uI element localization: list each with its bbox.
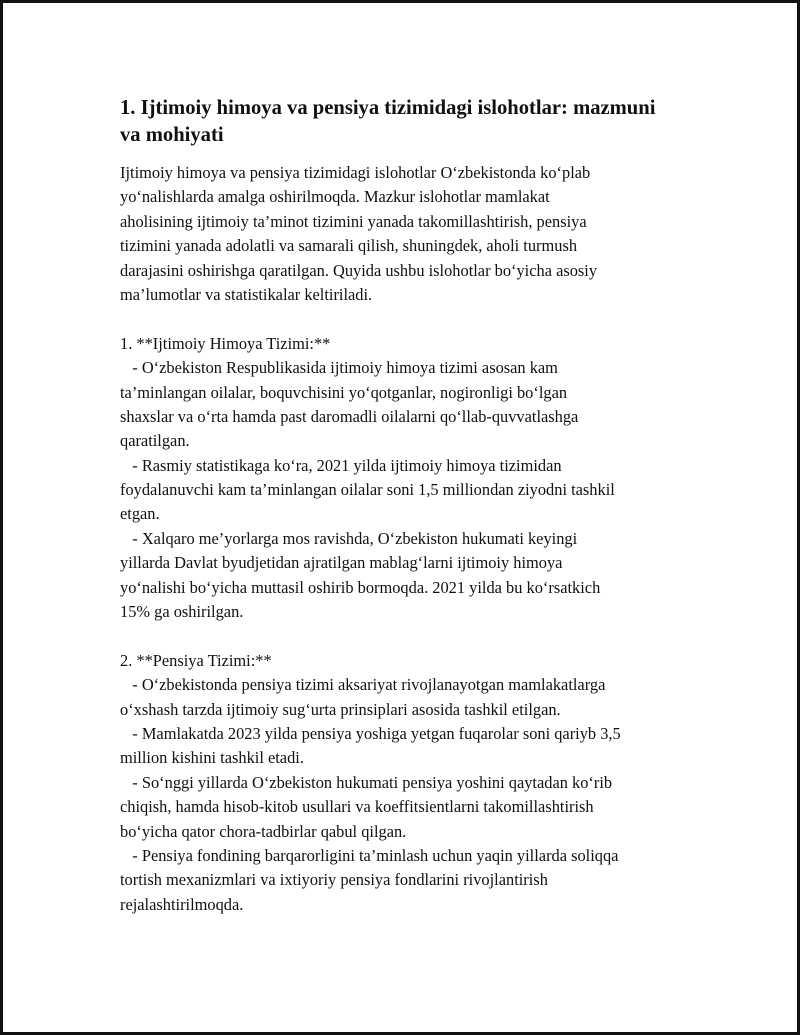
section-line: foydalanuvchi kam ta’minlangan oilalar soni 1,5 milliondan ziyodni tashkil (120, 480, 615, 500)
section-line: qaratilgan. (120, 431, 190, 451)
section-line: - So‘nggi yillarda O‘zbekiston hukumati pensiya yoshini qaytadan ko‘rib (120, 772, 613, 792)
section-line: yillarda Davlat byudjetidan ajratilgan mablag‘larni ijtimoiy himoya (120, 553, 563, 573)
document-title (120, 95, 688, 149)
section-line: million kishini tashkil etadi. (120, 748, 304, 768)
document-content (120, 95, 688, 917)
intro-line: tizimini yanada adolatli va samarali qilish, shuningdek, aholi turmush (120, 236, 578, 256)
section-line: tortish mexanizmlari va ixtiyoriy pensiya fondlarini rivojlantirish (120, 870, 548, 890)
section-line: o‘xshash tarzda ijtimoiy sug‘urta prinsiplari asosida tashkil etilgan. (120, 699, 561, 719)
intro-line: yo‘nalishlarda amalga oshirilmoqda. Mazkur islohotlar mamlakat (120, 187, 550, 207)
section-line: shaxslar va o‘rta hamda past daromadli oilalarni qo‘llab-quvvatlashga (120, 406, 579, 426)
section-line: ta’minlangan oilalar, boquvchisini yo‘qotganlar, nogironligi bo‘lgan (120, 382, 568, 402)
document-body (120, 161, 688, 917)
title-line: va mohiyati (120, 124, 224, 146)
section-line: 15% ga oshirilgan. (120, 602, 244, 622)
section-line: - Rasmiy statistikaga ko‘ra, 2021 yilda ijtimoiy himoya tizimidan (120, 455, 562, 475)
intro-line: aholisining ijtimoiy ta’minot tizimini yanada takomillashtirish, pensiya (120, 211, 587, 231)
intro-paragraph (120, 161, 688, 307)
section-line: bo‘yicha qator chora-tadbirlar qabul qilgan. (120, 821, 407, 841)
paragraph-gap (120, 624, 688, 648)
section-line: etgan. (120, 504, 160, 524)
section-line: - Mamlakatda 2023 yilda pensiya yoshiga yetgan fuqarolar soni qariyb 3,5 (120, 723, 621, 743)
section-line: - O‘zbekiston Respublikasida ijtimoiy himoya tizimi asosan kam (120, 358, 558, 378)
section-social-protection (120, 332, 688, 625)
section-line: yo‘nalishi bo‘yicha muttasil oshirib bormoqda. 2021 yilda bu ko‘rsatkich (120, 577, 601, 597)
section-line: chiqish, hamda hisob-kitob usullari va koeffitsientlarni takomillashtirish (120, 797, 594, 817)
section-heading: 1. **Ijtimoiy Himoya Tizimi:** (120, 333, 331, 353)
title-line: 1. Ijtimoiy himoya va pensiya tizimidagi islohotlar: mazmuni (120, 97, 656, 119)
section-line: rejalashtirilmoqda. (120, 894, 244, 914)
intro-line: Ijtimoiy himoya va pensiya tizimidagi islohotlar O‘zbekistonda ko‘plab (120, 163, 591, 182)
section-line: - Pensiya fondining barqarorligini ta’minlash uchun yaqin yillarda soliqqa (120, 845, 619, 865)
intro-line: darajasini oshirishga qaratilgan. Quyida ushbu islohotlar bo‘yicha asosiy (120, 260, 598, 280)
section-pension-system (120, 649, 688, 917)
intro-line: ma’lumotlar va statistikalar keltiriladi. (120, 284, 373, 304)
section-line: - Xalqaro me’yorlarga mos ravishda, O‘zbekiston hukumati keyingi (120, 528, 578, 548)
section-heading: 2. **Pensiya Tizimi:** (120, 650, 272, 670)
section-line: - O‘zbekistonda pensiya tizimi aksariyat rivojlanayotgan mamlakatlarga (120, 675, 606, 695)
paragraph-gap (120, 307, 688, 331)
